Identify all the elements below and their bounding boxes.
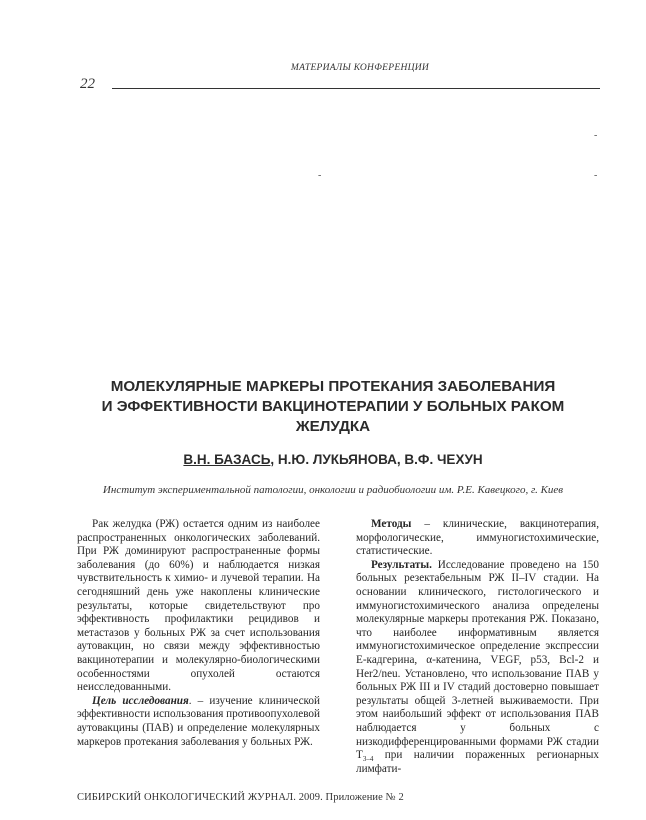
affiliation: Институт экспериментальной патологии, онкологии и радиобиологии им. Р.Е. Кавецкого, г. Киев xyxy=(102,484,564,496)
stray-dash-mark: - xyxy=(318,170,322,181)
methods-text: – клинические, вакцинотерапия, морфологические, иммуногистохимические, статистические. xyxy=(356,518,599,558)
results-paragraph xyxy=(356,559,599,777)
methods-label: Методы xyxy=(371,518,412,530)
title-line: ЖЕЛУДКА xyxy=(295,418,371,435)
page-number: 22 xyxy=(80,76,95,92)
presenting-author: В.Н. БАЗАСЬ xyxy=(183,452,271,467)
results-tail: при наличии пораженных регионарных лимфати- xyxy=(356,749,599,775)
journal-footer: СИБИРСКИЙ ОНКОЛОГИЧЕСКИЙ ЖУРНАЛ. 2009. Приложение № 2 xyxy=(77,792,404,803)
intro-paragraph: Рак желудка (РЖ) остается одним из наиболее распространенных онкологических заболеваний. При РЖ доминируют распространенные формы заболевания (до 60%) и наблюдается низкая чувствительность к химио- и лучевой терапии. На сегодняшний день уже накоплены клинические результаты, которые свидетельствуют про эффективность профилактики рецидивов и метастазов у больных РЖ за счет использования аутовакцин, но связи между эффективностью вакцинотерапии и молекулярно-биологическими особенностями опухолей остаются неисследованными. xyxy=(77,518,320,694)
results-label: Результаты. xyxy=(371,558,432,571)
stray-dash-mark: - xyxy=(594,130,598,141)
title-line: И ЭФФЕКТИВНОСТИ ВАКЦИНОТЕРАПИИ У БОЛЬНЫХ РАКОМ xyxy=(101,398,565,415)
aim-paragraph xyxy=(77,695,320,749)
title-line: МОЛЕКУЛЯРНЫЕ МАРКЕРЫ ПРОТЕКАНИЯ ЗАБОЛЕВАНИЯ xyxy=(110,378,556,395)
header-rule xyxy=(112,88,600,89)
methods-paragraph xyxy=(356,518,599,559)
article-title xyxy=(60,377,606,437)
right-column xyxy=(356,518,599,776)
stage-subscript: 3–4 xyxy=(362,755,374,764)
author-list xyxy=(60,452,606,467)
aim-text: . – изучение клинической эффективности использования противоопухолевой аутовакцины (ПАВ) и определение молекулярных маркеров протекания заболевания у больных РЖ. xyxy=(77,694,321,748)
left-column xyxy=(77,518,320,749)
co-authors: , Н.Ю. ЛУКЬЯНОВА, В.Ф. ЧЕХУН xyxy=(270,452,483,467)
results-text: Исследование проведено на 150 больных резектабельным РЖ II–IV стадии. На основании клинического, гистологического и иммуногистохимического анализа определены молекулярные маркеры протекания РЖ. Показано, что наиболее информативным является иммуногистохимическое определение экспрессии Е-кадгерина, α-катенина, VEGF, p53, Bcl-2 и Her2/neu. Установлено, что использование ПАВ у больных РЖ III и IV стадий достоверно повышает результаты общей 3-летней выживаемости. При этом наибольший эффект от использования ПАВ наблюдается у больных с низкодифференцированными формами РЖ стадии T xyxy=(356,558,599,762)
aim-label: Цель исследования xyxy=(92,694,189,707)
stray-dash-mark: - xyxy=(594,170,598,181)
running-header: МАТЕРИАЛЫ КОНФЕРЕНЦИИ xyxy=(290,63,430,73)
